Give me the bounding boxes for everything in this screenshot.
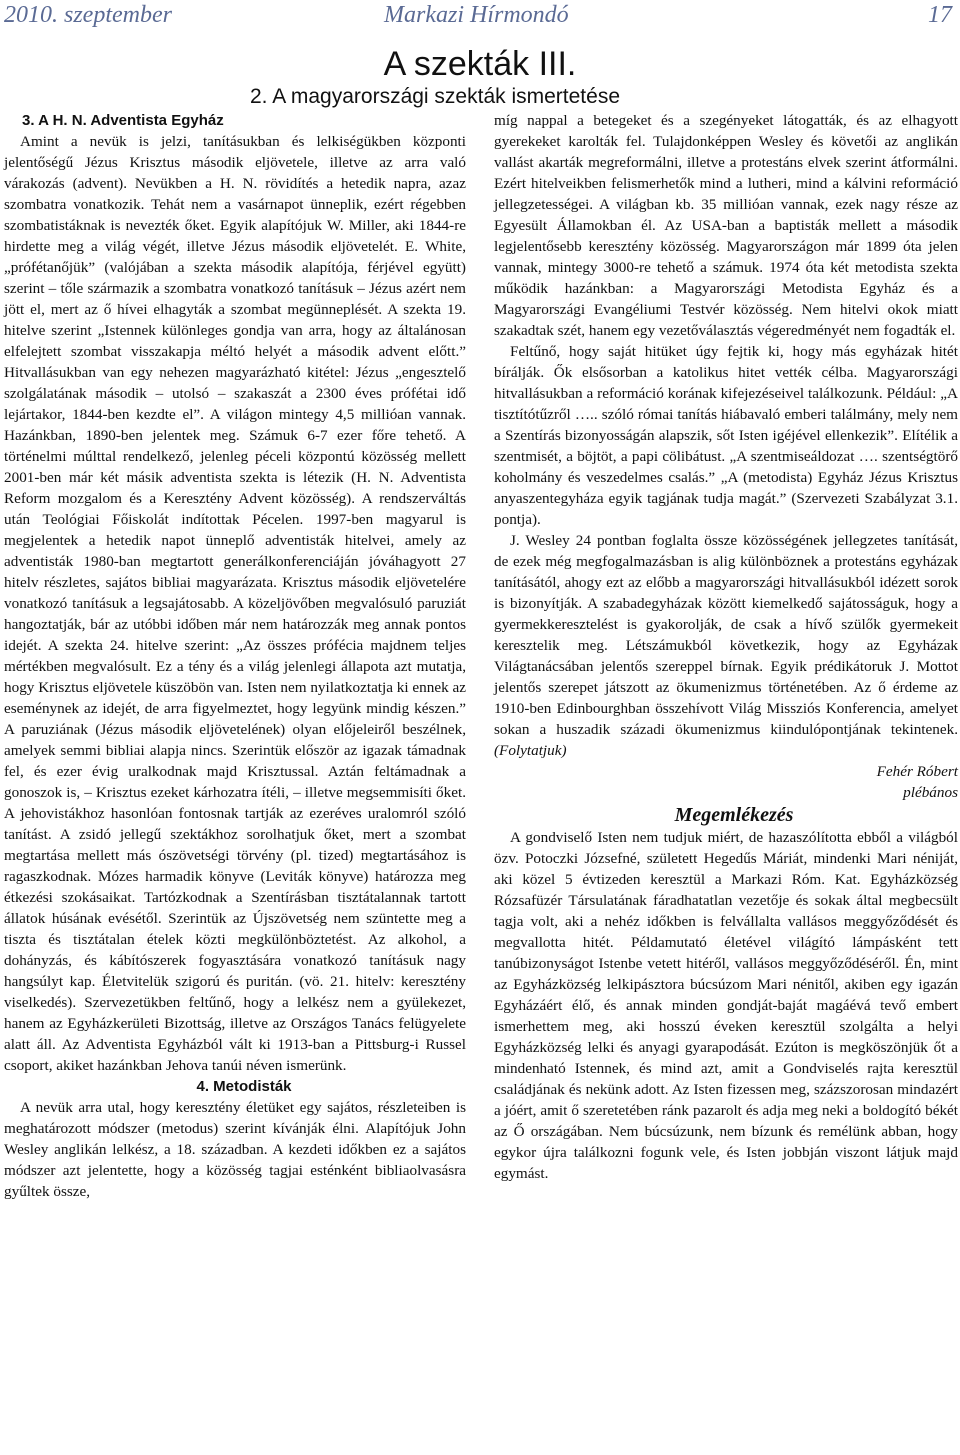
page-header [0, 0, 960, 32]
article-subtitle: 2. A magyarországi szekták ismertetése [250, 85, 620, 108]
paragraph: Amint a nevük is jelzi, tanításukban és lelkiségükben központi jelentőségű Jézus Krisztus második eljövetele, illetve az arra való várakozás (advent). Nevükben a H. N. rövidítés a hetedik napra, azaz szombatra vonatkozik. Tehát nem a vasárnapot ünneplik, ezért régebben szombatistáknak is nevezték őket. Egyik alapítójuk W. Miller, aki 1844-re hirdette meg a világ végét, illetve Jézus második eljövetelét. E. White, „prófétanőjük” (valójában a szekta második alapítója, férjével együtt) szerint – tőle származik a szombatra vonatkozó tanításuk – Jézus azért nem jött el, mert az ő hívei elhagyták a szombat megünneplését. A szekta 19. hitelve szerint „Istennek különleges gondja van arra, hogy az általánosan elfelejtett szombat visszakapja méltó helyét a második advent előtt.” Hitvallásukban van egy nehezen magyarázható kitétel: Jézus „engesztelő szolgálatának második – utolsó – szakaszát a 2300 éves prófétai idő lejártakor, 1844-ben kezdte el”. A világon mintegy 4,5 millióan vannak. Hazánkban, 1890-ben jelentek meg. Számuk 6-7 ezer főre tehető. A történelmi múlttal rendelkező, jelenleg péceli központú közösség mellett 2001-ben már két másik adventista szekta is létezik (H. N. Adventista Reform mozgalom és a Keresztény Advent közösség). A rendszerváltás után Teológiai Főiskolát indítottak Pécelen. 1997-ben magyarul is megjelentek a hetedik napot ünneplő adventisták hitelvei, amely az adventisták 1980-ban megtartott generálkonferenciáján jóváhagyott 27 hitelv részletes, sajátos bibliai magyarázata. Krisztus második eljövetelére vonatkozó tanításuk a legsajátosabb. A közeljövőben megvalósuló paruziát hangoztatják, bár az utóbbi időben már nem határozzák meg annak pontos idejét. A szekta 24. hitelve szerint: „Az összes prófécia majdnem teljes mértékben megvalósult. Ez a tény és a világ jelenlegi állapota azt mutatja, hogy Krisztus eljövetele küszöbön van. Isten nem nyilatkoztatja ki ennek az eseménynek az idejét, de arra figyelmeztet, hogy legyünk mindig készen.” A paruziának (Jézus második eljövetelének) olyan előjeleiről beszélnek, amelyek semmi bibliai alapja nincs. Szerintük először az igazak támadnak fel, és ezer évig uralkodnak majd Krisztussal. Aztán feltámadnak a gonoszok is, – Krisztus ezeket kárhozatra ítéli, – illetve megsemmisíti őket. A jehovistákhoz hasonlóan fontosnak tartják az ezeréves uralomról szóló tanítást. A zsidó jellegű szektákhoz sorolhatjuk őket, mert a szombat megtartása mellett más ószövetségi törvény (pl. tized) megtartásához is ragaszkodnak. Mózes harmadik könyve (Leviták könyve) határozza meg étkezési szokásaikat. Tartózkodnak a Szentírásban tisztátalannak tartott állatok húsának evésétől. Szerintük az Újszövetség nem szüntette meg a tiszta és tisztátalan ételek közti megkülönböztetést. Az alkohol, a dohányzás, és kábítószerek fogyasztására vonatkozó tanításuk nagy hangsúlyt kap. Életvitelük szigorú és puritán. (vö. 21. hitelv: keresztény viselkedés). Szervezetükben feltűnő, hogy a lelkész nem a gyülekezet, hanem az Egyházkerületi Bizottság, illetve az Országos Tanács felügyelete alatt áll. Az Adventista Egyházból vált ki 1913-ban a Pittsburg-i Russel csoport, akiket hazánkban Jehova tanúi néven ismerünk. [4, 133, 466, 1074]
newspaper-name: Markazi Hírmondó [384, 2, 569, 28]
section-heading-methodist: 4. Metodisták [196, 1078, 292, 1095]
left-column [4, 110, 466, 1202]
page-number: 17 [928, 2, 952, 28]
memorial-paragraph: A gondviselő Isten nem tudjuk miért, de hazaszólította ebből a világból özv. Potoczki Józsefné, született Hegedűs Máriát, mindenki Mari néniját, aki közel 5 évtizeden keresztül a Markazi Róm. Kat. Egyházközség Rózsafüzér Társulatának fáradhatatlan vezetője és sokak által megbecsült tagja volt, aki a nehéz időkben is felvállalta vallásos meggyőződését és megvallotta hitét. Példamutató életével világító lámpásként tett tanúbizonyságot Istenbe vetett hitéről, vallásos meggyőződéséről. Én, mint az Egyházközség lelkipásztora búcsúzom Mari nénitől, akiben egy igazán Egyházáért élő, és annak minden gondját-baját magáévá tevő embert ismerhettem meg, aki hosszú éveken keresztül szolgálta a helyi Egyházközség lelki és anyagi gyarapodását. Ezúton is megköszönjük őt a mindenható Istennek, és mind azt, amit a Gondviselés rajta keresztül családjának és nekünk adott. Az Isten fizessen meg, százszorosan mindazért a jóért, amit ő szeretetében ránk pazarolt és adja meg neki a boldogító békét az Ő országában. Nem búcsúzunk, nem bízunk és remélünk abban, hogy egykor újra találkozni fogunk vele, és Isten jobbján viszont látjuk majd egymást. [494, 829, 958, 1182]
paragraph: A nevük arra utal, hogy keresztény életüket egy sajátos, részleteiben is meghatározott módszer (metodus) szerint kívánják élni. Alapítójuk John Wesley anglikán lelkész, a 18. században. A kezdeti időkben ez a sajátos módszer azt jelentette, hogy a közösség tagjai esténként bibliaolvasásra gyűltek össze, [4, 1099, 466, 1200]
paragraph: míg nappal a betegeket és a szegényeket látogatták, és az elhagyott gyerekeket karolták fel. Tulajdonképpen Wesley és követői az anglikán vallást akarták megreformálni, illetve a protestáns elvek szerint átformálni. Ezért hitelveikben felismerhetők mind a lutheri, mind a kálvini reformáció jellegzetességei. A világban kb. 35 millióan vannak, ezek nagy része az Egyesült Államokban él. Az USA-ban a baptisták mellett a második legjelentősebb keresztény közösség. Magyarországon már 1899 óta jelen vannak, mintegy 3000-re tehető a számuk. 1974 óta két metodista szekta működik hazánkban: a Magyarországi Metodista Egyház és a Magyarországi Evangéliumi Testvér közösség. Nem hitelvi okok miatt szakadtak szét, hanem egy vezetőválasztás végeredményét nem fogadták el. [494, 112, 958, 339]
section-heading-adventist: 3. A H. N. Adventista Egyház [22, 112, 224, 129]
memorial-title: Megemlékezés [674, 804, 794, 826]
paragraph [494, 530, 958, 761]
issue-date: 2010. szeptember [4, 2, 172, 28]
author-name: Fehér Róbert [876, 763, 958, 780]
article-title: A szekták III. [383, 45, 577, 83]
continued-note: (Folytatjuk) [494, 742, 567, 759]
author-title: plébános [903, 784, 958, 801]
paragraph: Feltűnő, hogy saját hitüket úgy fejtik ki, hogy más egyházak hitét bírálják. Ők elsősorban a katolikus hitet vették célba. Magyarországi hitvallásukban a reformáció korának kifejezéseivel találkozunk. Például: „A tisztítótűzről ….. szóló római tanítás hiábavaló emberi találmány, mely nem a Szentírás bizonyosságán alapszik, sőt Isten igéjével ellenkezik”. Elítélik a szentmisét, a böjtöt, a papi cölibátust. „A szentmiseáldozat …. szentségtörő koholmány és veszedelmes csalás.” „A (metodista) Egyház Jézus Krisztus anyaszentegyháza egyik tagjának tudja magát.” (Szervezeti Szabályzat 3.1. pontja). [494, 343, 958, 528]
right-column [494, 110, 958, 1184]
paragraph-text: J. Wesley 24 pontban foglalta össze közösségének jellegzetes tanítását, de ezek még megfogalmazásban is alig különböznek a protestáns egyházak tanításától, ahogy ezt az előbb a magyarországi hitvallásukból idézett sorok is bizonyítják. A szabadegyházak között kiemelkedő sajátosságuk, hogy a gyermekkeresztelést is gyakorolják, de csak a hívő szülők gyermekeit keresztelik meg. Létszámukból következik, hogy az Egyházak Világtanácsában jelentős szereppel bírnak. Egyik prédikátoruk J. Mottot jelentős szerepet játszott az ökumenizmus történetében. Az ő érdeme az 1910-ben Edinbourghban összehívott Világ Missziós Konferencia, amelyet sokan a huszadik századi ökumenizmus kiindulópontjának tekintenek. [494, 532, 958, 738]
